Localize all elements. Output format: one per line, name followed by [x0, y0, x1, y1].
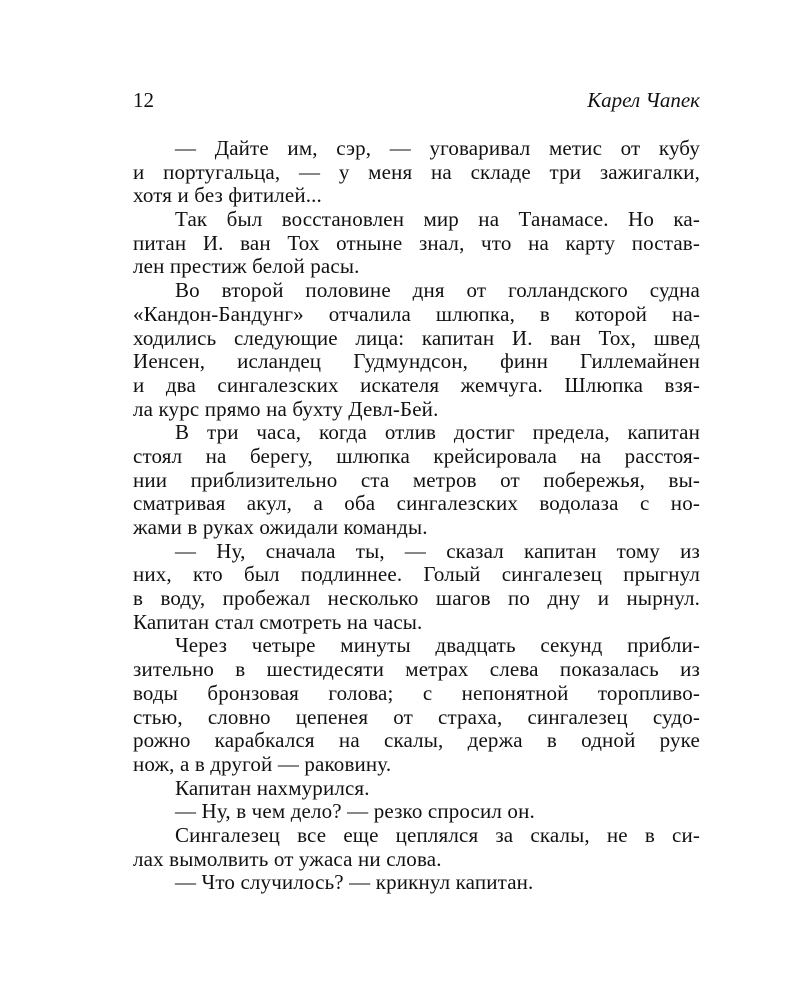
text-line: в воду, пробежал несколько шагов по дну и нырнул. — [133, 587, 700, 611]
text-line: зительно в шестидесяти метрах слева показалась из — [133, 658, 700, 682]
text-line: — Что случилось? — крикнул капитан. — [175, 871, 534, 895]
text-line: нож, а в другой — раковину. — [133, 752, 392, 776]
text-line: и португальца, — у меня на складе три зажигалки, — [133, 160, 700, 184]
text-line: Сингалезец все еще цеплялся за скалы, не в си- — [175, 823, 700, 847]
text-line: — Ну, в чем дело? — резко спросил он. — [175, 800, 535, 824]
text-line: Капитан стал смотреть на часы. — [133, 610, 423, 634]
text-line: Капитан нахмурился. — [175, 776, 370, 800]
text-line: нии приблизительно ста метров от побережья, вы- — [133, 468, 700, 492]
body-text — [133, 137, 700, 895]
text-line: сматривая акул, а оба сингалезских водолаза с но- — [133, 492, 700, 516]
text-line: лах вымолвить от ужаса ни слова. — [133, 847, 442, 871]
page-number: 12 — [133, 88, 154, 112]
text-line: Во второй половине дня от голландского судна — [175, 279, 700, 303]
text-line: Так был восстановлен мир на Танамасе. Но ка- — [175, 208, 700, 232]
text-line: — Ну, сначала ты, — сказал капитан тому из — [175, 539, 700, 563]
text-line: питан И. ван Тох отныне знал, что на карту постав- — [133, 231, 700, 255]
running-title: Карел Чапек — [587, 88, 700, 112]
text-line: Через четыре минуты двадцать секунд прибли- — [175, 634, 700, 658]
text-line: В три часа, когда отлив достиг предела, капитан — [175, 421, 700, 445]
book-page — [133, 80, 700, 980]
text-line: Иенсен, исландец Гудмундсон, финн Гиллемайнен — [133, 350, 700, 374]
page-header — [133, 80, 700, 114]
text-line: «Кандон-Бандунг» отчалила шлюпка, в которой на- — [133, 302, 700, 326]
text-line: ла курс прямо на бухту Девл-Бей. — [133, 397, 439, 421]
text-line: ходились следующие лица: капитан И. ван Тох, швед — [133, 326, 700, 350]
text-line: хотя и без фитилей... — [133, 184, 322, 208]
text-line: лен престиж белой расы. — [133, 255, 360, 279]
text-line: стью, словно цепенея от страха, сингалезец судо- — [133, 705, 700, 729]
text-line: и два сингалезских искателя жемчуга. Шлюпка взя- — [133, 373, 700, 397]
text-line: стоял на берегу, шлюпка крейсировала на расстоя- — [133, 444, 700, 468]
text-line: них, кто был подлиннее. Голый сингалезец прыгнул — [133, 563, 700, 587]
text-line: воды бронзовая голова; с непонятной торопливо- — [133, 681, 700, 705]
text-line: — Дайте им, сэр, — уговаривал метис от кубу — [175, 137, 700, 160]
text-line: рожно карабкался на скалы, держа в одной руке — [133, 729, 700, 753]
text-line: жами в руках ожидали команды. — [133, 516, 428, 539]
